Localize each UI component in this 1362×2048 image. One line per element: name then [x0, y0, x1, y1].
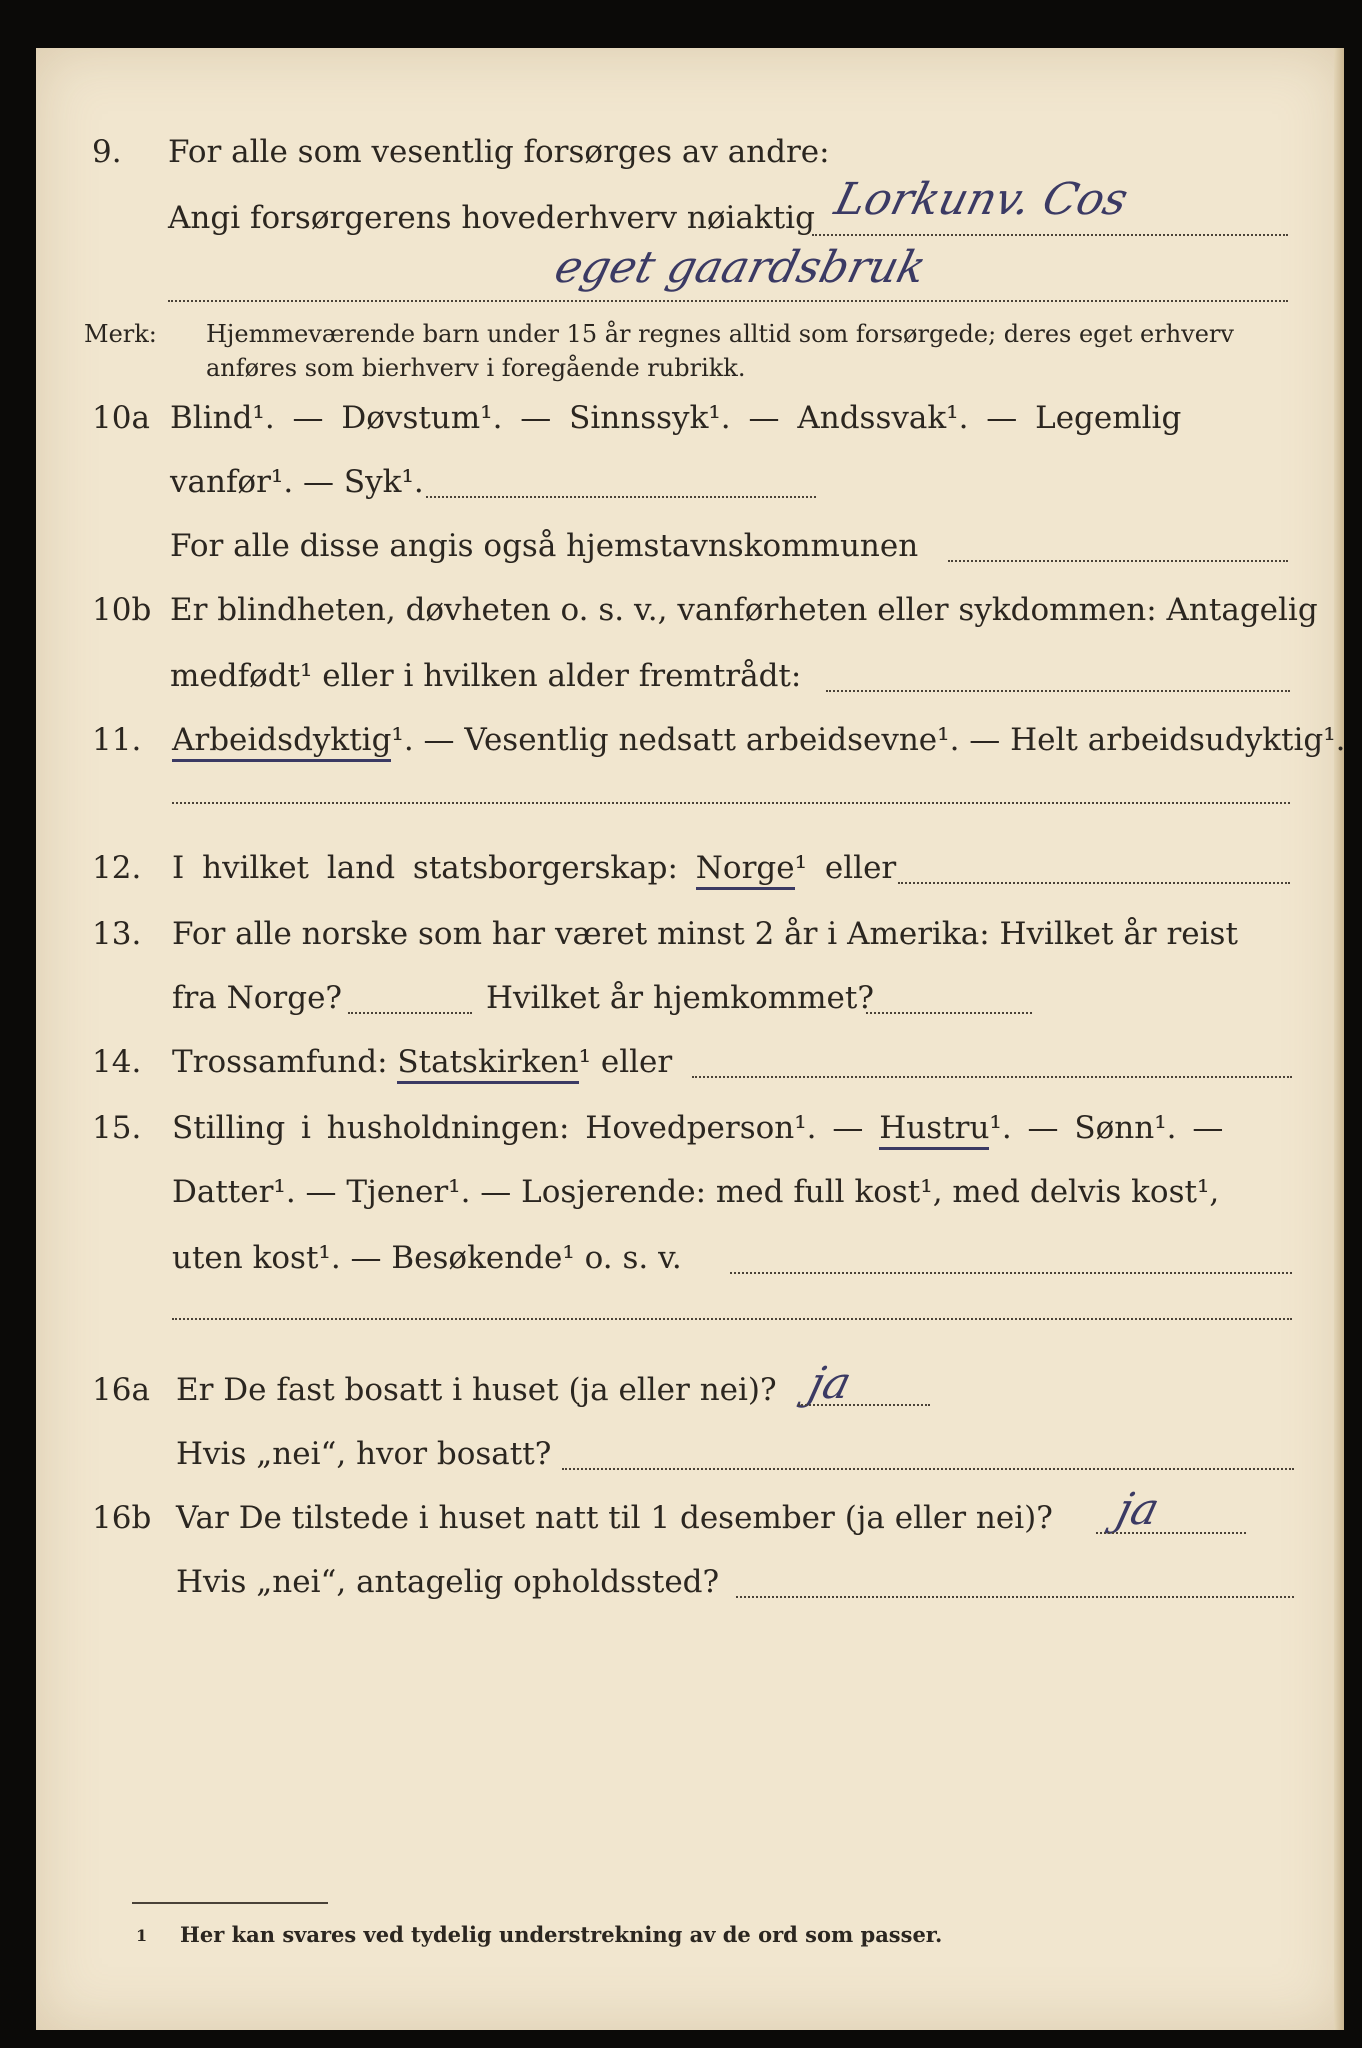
- answer-line: [798, 1404, 930, 1406]
- question-text: [172, 720, 1346, 760]
- answer-line: [898, 882, 1290, 884]
- footnote-text: Her kan svares ved tydelig understrekning av de ord som passer.: [180, 1922, 943, 1947]
- question-number: 12.: [92, 850, 142, 886]
- question-15-line3: [36, 1238, 1344, 1288]
- answer-line: [562, 1468, 1294, 1470]
- question-text: Er De fast bosatt i huset (ja eller nei)?: [176, 1372, 777, 1408]
- question-11-line2: [36, 788, 1344, 838]
- question-15-line2: [36, 1172, 1344, 1222]
- question-16b-line2: [36, 1562, 1344, 1612]
- question-text: For alle norske som har været minst 2 år i Amerika: Hvilket år reist: [172, 916, 1238, 952]
- question-text: medfødt¹ eller i hvilken alder fremtrådt:: [170, 658, 802, 694]
- question-13: [36, 914, 1344, 964]
- question-16a: [36, 1358, 1344, 1420]
- answer-line: [866, 1012, 1032, 1014]
- answer-line: [1096, 1532, 1246, 1534]
- question-text: For alle disse angis også hjemstavnskommunen: [170, 528, 919, 564]
- question-text: [172, 848, 896, 888]
- question-text-post: ¹ eller: [794, 850, 897, 886]
- question-number: 11.: [92, 722, 142, 758]
- question-number: 13.: [92, 916, 142, 952]
- question-text: vanfør¹. — Syk¹.: [170, 464, 424, 500]
- footnote-mark: 1: [136, 1926, 148, 1945]
- question-text: Var De tilstede i huset natt til 1 desember (ja eller nei)?: [176, 1500, 1053, 1536]
- question-text: Hvis „nei“, hvor bosatt?: [176, 1436, 552, 1472]
- question-9-line2: [36, 174, 1344, 248]
- question-number: 10b: [92, 592, 152, 628]
- question-11: [36, 720, 1344, 770]
- handwritten-answer: ja: [1111, 1484, 1165, 1535]
- question-text-pre: I hvilket land statsborgerskap:: [172, 850, 678, 886]
- question-9: [36, 132, 1344, 182]
- question-text: For alle som vesentlig forsørges av andre:: [168, 134, 830, 170]
- question-number: 10a: [92, 400, 150, 436]
- answer-line: [168, 300, 1288, 302]
- answer-line: [730, 1272, 1292, 1274]
- underlined-option: Hustru: [879, 1110, 989, 1150]
- question-number: 14.: [92, 1044, 142, 1080]
- question-text-post: ¹ eller: [578, 1044, 673, 1080]
- question-text: Datter¹. — Tjener¹. — Losjerende: med full kost¹, med delvis kost¹,: [172, 1174, 1220, 1210]
- question-9-line3: [36, 242, 1344, 308]
- question-number: 9.: [92, 134, 122, 170]
- question-text: fra Norge?: [172, 980, 343, 1016]
- question-number: 16b: [92, 1500, 152, 1536]
- question-10a: [36, 398, 1344, 448]
- question-10a-line3: [36, 526, 1344, 576]
- handwritten-answer: Lorkunv. Cos: [829, 174, 1133, 225]
- question-text-rest: ¹. — Vesentlig nedsatt arbeidsevne¹. — Helt arbeidsudyktig¹.: [391, 722, 1346, 758]
- answer-line: [948, 560, 1288, 562]
- question-text: Angi forsørgerens hovederhverv nøiaktig: [168, 200, 815, 236]
- question-text-pre: Trossamfund:: [172, 1044, 388, 1080]
- footnote-rule: [132, 1902, 328, 1904]
- question-text: [172, 1042, 672, 1082]
- question-16b: [36, 1484, 1344, 1548]
- note-text: Hjemmeværende barn under 15 år regnes alltid som forsørgede; deres eget erhverv: [206, 320, 1234, 348]
- question-15: [36, 1108, 1344, 1158]
- underlined-option: Norge: [696, 850, 795, 890]
- answer-line: [692, 1076, 1292, 1078]
- question-text: Blind¹. — Døvstum¹. — Sinnssyk¹. — Andssvak¹. — Legemlig: [170, 400, 1182, 436]
- answer-line: [812, 234, 1288, 236]
- note-label: Merk:: [84, 320, 157, 348]
- question-text: Hvis „nei“, antagelig opholdssted?: [176, 1564, 720, 1600]
- form-page: [36, 48, 1344, 2030]
- question-text-pre: Stilling i husholdningen: Hovedperson¹. —: [172, 1110, 864, 1146]
- question-text-post: ¹. — Sønn¹. —: [989, 1110, 1224, 1146]
- question-text: Er blindheten, døvheten o. s. v., vanførheten eller sykdommen: Antagelig: [170, 592, 1318, 628]
- question-13-line2: [36, 978, 1344, 1028]
- note-merk-line2: [36, 344, 1344, 394]
- question-15-line4: [36, 1304, 1344, 1354]
- underlined-option: Statskirken: [397, 1044, 578, 1084]
- question-text: [172, 1108, 1223, 1148]
- note-text: anføres som bierhverv i foregående rubrikk.: [206, 354, 746, 382]
- answer-line: [826, 690, 1290, 692]
- question-number: 16a: [92, 1372, 150, 1408]
- question-number: 15.: [92, 1110, 142, 1146]
- question-16a-line2: [36, 1434, 1344, 1484]
- answer-line: [426, 496, 816, 498]
- answer-line: [172, 1318, 1292, 1320]
- question-14: [36, 1042, 1344, 1092]
- underlined-option: Arbeidsdyktig: [172, 722, 391, 762]
- handwritten-answer: ja: [803, 1358, 857, 1409]
- answer-line: [172, 802, 1290, 804]
- answer-line: [348, 1012, 472, 1014]
- question-12: [36, 848, 1344, 898]
- answer-line: [736, 1596, 1294, 1598]
- question-10b: [36, 590, 1344, 640]
- question-text: Hvilket år hjemkommet?: [486, 980, 874, 1016]
- question-10a-line2: [36, 462, 1344, 512]
- handwritten-answer: eget gaardsbruk: [549, 242, 932, 293]
- question-10b-line2: [36, 656, 1344, 706]
- question-text: uten kost¹. — Besøkende¹ o. s. v.: [172, 1240, 682, 1276]
